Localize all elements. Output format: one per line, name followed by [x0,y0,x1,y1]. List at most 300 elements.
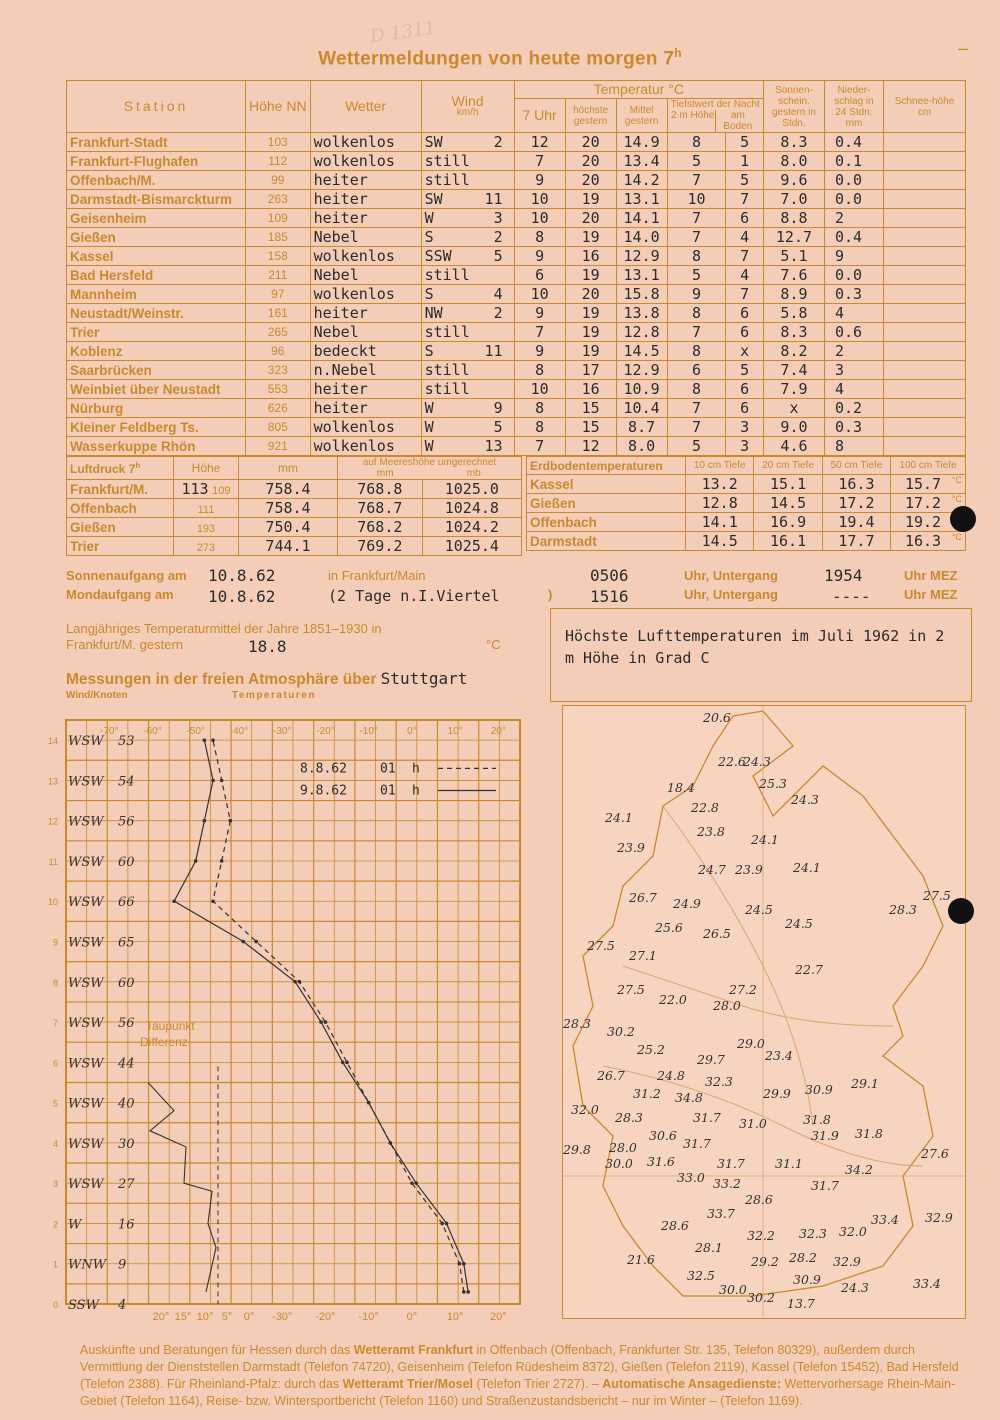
atmos-wind-label: Wind/Knoten [66,690,128,701]
erd-t50: 16.3 [822,475,890,494]
station-wetter: Nebel [310,323,421,342]
station-nieder: 2 [824,209,883,228]
punch-hole-top [950,506,976,532]
table-row [67,418,966,437]
station-sonne: x [763,399,824,418]
station-tboden: 4 [726,228,764,247]
luftdruck-sup: h [135,460,141,470]
station-name: Neustadt/Weinstr. [67,304,246,323]
erd-t10: 14.5 [686,532,754,551]
wind-dir-label: WNW [68,1257,107,1273]
station-sonne: 8.9 [763,285,824,304]
legend-h: h [412,783,420,799]
bottom-tick-label: 0° [406,1311,418,1323]
series-line [174,740,468,1292]
km-tick-label: 0 [52,1300,58,1310]
erd-name: Gießen [527,494,686,513]
station-hoehe: 96 [246,342,311,361]
map-temp-label: 27.1 [629,948,657,963]
station-hoch: 19 [565,228,616,247]
table-row [67,247,966,266]
mond-mez: Uhr MEZ [904,587,958,602]
wind-speed: 5 [493,247,503,265]
series-point [211,899,215,903]
map-temp-label: 29.9 [763,1086,791,1101]
sonnen-uhr-unter: Uhr, Untergang [684,568,778,583]
station-schnee [883,266,965,285]
temperature-map [562,705,966,1319]
station-nieder: 4 [824,304,883,323]
map-temp-label: 28.3 [615,1110,643,1125]
km-tick-label: 8 [52,977,58,988]
header-tiefstwert [667,99,763,133]
mond-paren: ) [548,587,553,602]
luft-name: Gießen [67,518,174,537]
sonnen-auf: 0506 [590,566,629,585]
station-mittel: 14.9 [616,133,667,152]
station-hoch: 17 [565,361,616,380]
station-sonne: 9.0 [763,418,824,437]
station-hoch: 16 [565,247,616,266]
station-sonne: 7.4 [763,361,824,380]
map-temp-label: 24.1 [605,810,633,825]
corner-dash: – [958,38,969,58]
station-hoehe: 211 [246,266,311,285]
station-tboden: 5 [726,361,764,380]
km-tick-label: 11 [48,856,58,867]
station-tboden: 6 [726,209,764,228]
station-t7: 7 [514,152,565,171]
wind-speed: 11 [484,190,503,208]
wind-dir: S [424,285,434,303]
wind-dir: S [424,228,434,246]
station-wind [421,228,514,247]
erd-t10: 12.8 [686,494,754,513]
station-mittel: 12.8 [616,323,667,342]
map-temp-label: 29.2 [751,1254,779,1269]
map-temp-label: 28.3 [563,1016,591,1031]
station-mittel: 12.9 [616,247,667,266]
map-temp-label: 23.4 [765,1048,793,1063]
map-temp-label: 30.6 [649,1128,677,1143]
erd-t20: 16.1 [754,532,822,551]
station-schnee [883,190,965,209]
table-row [67,480,522,499]
map-temp-label: 24.9 [673,896,701,911]
legend-time: 01 [380,783,396,799]
luft-hoehe-print: 193 [196,523,216,535]
luft-hoehe [174,480,239,499]
map-temp-label: 32.0 [571,1102,599,1117]
erd-t50: 17.2 [822,494,890,513]
table-row [67,228,966,247]
map-temp-label: 27.5 [617,982,645,997]
station-t7: 10 [514,209,565,228]
station-wind [421,361,514,380]
map-caption: Höchste Lufttemperaturen im Juli 1962 in 2 m Höhe in Grad C [565,627,945,667]
station-t2m: 8 [667,342,726,361]
station-mittel: 14.1 [616,209,667,228]
map-temp-label: 34.2 [845,1162,873,1177]
tief2m-label: 2 m Höhe [671,110,716,132]
station-tboden: 6 [726,323,764,342]
map-temp-label: 33.4 [871,1212,899,1227]
station-sonne: 8.3 [763,323,824,342]
station-wind [421,418,514,437]
wind-dir: still [424,171,470,189]
luft-mb: 1024.8 [422,499,521,518]
station-name: Bad Hersfeld [67,266,246,285]
station-wetter: wolkenlos [310,152,421,171]
station-nieder: 0.0 [824,171,883,190]
erdboden-t100-h: 100 cm Tiefe [891,457,966,475]
station-t2m: 9 [667,285,726,304]
station-wetter: Nebel [310,266,421,285]
station-t2m: 5 [667,437,726,456]
station-t2m: 5 [667,152,726,171]
station-nieder: 0.2 [824,399,883,418]
map-temp-label: 27.2 [729,982,757,997]
footer-text: Auskünfte und Beratungen für Hessen durch das Wetteramt Frankfurt in Offenbach (Offenbach, Frankfurter Str. 135, Telefon 80329), außerdem durch Vermittlung der Dienststellen Darmstadt (Telefon 74720), Geisenheim (Telefon Rüdesheim 8372), Gießen (Telefon 2119), Kassel (Telefon 15452), Bad Hersfeld (Telefon 2388). Für Rheinland-Pfalz: durch das Wetteramt Trier/Mosel (Telefon Trier 2727). – Automatische Ansagedienste: Wettervorhersage Rhein-Main-Gebiet (Telefon 1164), Reise- bzw. Wintersportbericht (Telefon 1160) und Straßenzustandsbericht – nur im Winter – (Telefon 1169). [80,1343,959,1408]
station-wetter: Nebel [310,228,421,247]
table-row [67,437,966,456]
station-hoch: 16 [565,380,616,399]
map-temp-label: 33.0 [677,1170,705,1185]
series-point [254,940,258,944]
series-point [462,1290,466,1294]
dew-tick-label: 5° [221,1311,233,1323]
km-tick-label: 9 [52,937,58,948]
langjaehrig-unit: °C [486,637,501,652]
header-station: Station [67,81,246,133]
station-sonne: 8.2 [763,342,824,361]
luft-mm: 758.4 [239,499,338,518]
station-hoehe: 103 [246,133,311,152]
series-point [462,1262,466,1266]
map-temp-label: 23.8 [697,824,725,839]
map-temp-label: 29.0 [737,1036,765,1051]
map-temp-label: 28.1 [695,1240,723,1255]
header-schnee: Schnee-höhe cm [883,81,965,133]
map-temp-label: 33.7 [707,1206,735,1221]
luft-meer-mm: 768.8 [338,480,423,499]
series-point [414,1181,418,1185]
meer-mb-label: mb [466,468,481,479]
station-t2m: 5 [667,266,726,285]
table-row [67,361,966,380]
station-mittel: 13.1 [616,266,667,285]
station-t7: 9 [514,304,565,323]
luft-name: Trier [67,537,174,556]
km-tick-label: 2 [52,1219,58,1230]
header-hoechste: höchste gestern [565,99,616,133]
erd-unit: °C [951,494,962,504]
station-hoehe: 97 [246,285,311,304]
sonnen-ort: in Frankfurt/Main [328,568,426,583]
station-hoehe: 99 [246,171,311,190]
station-tboden: 6 [726,380,764,399]
luft-hoehe [174,499,239,518]
station-wetter: wolkenlos [310,247,421,266]
wind-dir: SW [424,190,443,208]
map-temp-label: 26.5 [703,926,731,941]
station-t7: 10 [514,285,565,304]
luft-hoehe [174,537,239,556]
atmos-temp-label: Temperaturen [232,690,316,701]
footer-b3: Automatische Ansagedienste: [602,1377,781,1391]
wind-speed: 3 [493,209,503,227]
station-mittel: 15.8 [616,285,667,304]
station-wind [421,342,514,361]
taupunkt-label: Taupunkt [146,1019,195,1034]
station-nieder: 8 [824,437,883,456]
langjaehrig-line2: Frankfurt/M. gestern [66,637,184,652]
erd-t100: 16.3 °C [891,532,966,551]
map-temp-label: 22.6 [718,754,746,769]
wind-speed-label: 56 [118,814,135,830]
erd-t100: 17.2 °C [891,494,966,513]
station-t2m: 7 [667,228,726,247]
station-mittel: 14.5 [616,342,667,361]
station-nieder: 0.1 [824,152,883,171]
station-name: Frankfurt-Flughafen [67,152,246,171]
station-t2m: 7 [667,323,726,342]
wind-speed-label: 16 [118,1217,135,1233]
map-temp-label: 27.5 [587,938,615,953]
station-wind [421,190,514,209]
luft-hoehe [174,518,239,537]
station-nieder: 0.4 [824,228,883,247]
map-temp-label: 32.0 [839,1224,867,1239]
station-hoehe: 265 [246,323,311,342]
station-name: Trier [67,323,246,342]
map-temp-label: 30.9 [805,1082,833,1097]
luft-hoehe-print: 111 [197,504,215,516]
series-point [229,819,233,823]
wind-speed-label: 30 [118,1136,135,1152]
map-temp-label: 32.3 [705,1074,733,1089]
station-hoch: 20 [565,133,616,152]
erdboden-table [526,456,966,551]
sonnen-unter: 1954 [824,566,863,585]
station-nieder: 3 [824,361,883,380]
station-schnee [883,285,965,304]
mond-row [66,585,966,605]
station-hoehe: 553 [246,380,311,399]
wind-dir: SW [424,133,443,151]
station-name: Geisenheim [67,209,246,228]
station-mittel: 8.7 [616,418,667,437]
station-tboden: 7 [726,247,764,266]
station-t7: 9 [514,247,565,266]
station-nieder: 0.3 [824,418,883,437]
station-mittel: 10.4 [616,399,667,418]
series-point [211,738,215,742]
table-row [67,380,966,399]
series-point [367,1101,371,1105]
map-temp-label: 25.3 [759,776,787,791]
station-nieder: 9 [824,247,883,266]
km-tick-label: 14 [47,736,58,747]
luftdruck-table [66,456,522,556]
wind-dir-label: WSW [68,1177,104,1193]
mond-note: (2 Tage n.I.Viertel [328,587,500,605]
station-mittel: 13.8 [616,304,667,323]
erdboden-title: Erdbodentemperaturen [527,457,686,475]
luft-name: Frankfurt/M. [67,480,174,499]
station-sonne: 7.6 [763,266,824,285]
wind-speed: 2 [493,133,503,151]
station-name: Gießen [67,228,246,247]
series-point [345,1061,349,1065]
station-sonne: 12.7 [763,228,824,247]
station-hoehe: 109 [246,209,311,228]
station-t2m: 7 [667,418,726,437]
erd-t10: 13.2 [686,475,754,494]
wind-label: Wind [451,92,484,109]
station-hoch: 19 [565,323,616,342]
bottom-tick-label: -20° [315,1311,336,1323]
station-hoch: 15 [565,399,616,418]
mond-unter: ---- [832,587,871,606]
station-wind [421,285,514,304]
table-row [67,285,966,304]
mond-uhr-unter: Uhr, Untergang [684,587,778,602]
bottom-tick-label: -10° [358,1311,379,1323]
km-tick-label: 12 [47,816,58,827]
station-hoch: 20 [565,209,616,228]
station-hoehe: 112 [246,152,311,171]
station-wetter: heiter [310,209,421,228]
erdboden-t50-h: 50 cm Tiefe [822,457,890,475]
wind-speed-label: 44 [118,1056,135,1072]
station-tboden: 7 [726,285,764,304]
wind-dir-label: WSW [68,935,104,951]
luftdruck-mm-h: mm [239,457,338,480]
station-table [66,80,966,456]
top-tick-label: 10° [447,726,463,737]
station-t7: 8 [514,399,565,418]
station-name: Weinbiet über Neustadt [67,380,246,399]
station-hoch: 19 [565,190,616,209]
top-tick-label: 0° [407,726,417,737]
map-temp-label: 26.7 [629,890,657,905]
station-schnee [883,152,965,171]
station-t7: 12 [514,133,565,152]
station-hoehe: 185 [246,228,311,247]
station-tboden: 6 [726,399,764,418]
map-temp-label: 20.6 [703,710,731,725]
map-temp-label: 31.8 [803,1112,831,1127]
station-schnee [883,133,965,152]
luft-mm: 750.4 [239,518,338,537]
station-t2m: 8 [667,133,726,152]
top-tick-label: 20° [490,726,506,737]
series-point [298,980,302,984]
atmosphere-chart [40,712,530,1327]
sonnen-date: 10.8.62 [208,566,276,585]
map-temp-label: 32.2 [747,1228,775,1243]
map-temp-label: 28.0 [713,998,741,1013]
wind-dir-label: WSW [68,814,104,830]
station-t7: 10 [514,190,565,209]
langjaehrig-value: 18.8 [248,637,287,656]
wind-speed-label: 54 [118,774,135,790]
map-temp-label: 29.1 [851,1076,879,1091]
wind-dir: S [424,342,434,360]
station-sonne: 4.6 [763,437,824,456]
table-row [67,152,966,171]
map-temp-label: 24.7 [698,862,726,877]
station-sonne: 5.1 [763,247,824,266]
wind-dir-label: WSW [68,975,104,991]
station-hoch: 19 [565,342,616,361]
erdboden-t10-h: 10 cm Tiefe [686,457,754,475]
map-temp-label: 25.6 [655,920,683,935]
station-wind [421,266,514,285]
erd-unit: °C [951,475,962,485]
map-temp-label: 18.4 [667,780,695,795]
erd-t20: 14.5 [754,494,822,513]
header-7uhr: 7 Uhr [514,99,565,133]
km-tick-label: 1 [52,1259,58,1270]
station-nieder: 2 [824,342,883,361]
station-wind [421,152,514,171]
station-schnee [883,361,965,380]
table-row [67,399,966,418]
station-name: Kleiner Feldberg Ts. [67,418,246,437]
station-wetter: wolkenlos [310,285,421,304]
wind-dir: NW [424,304,443,322]
series-point [241,940,245,944]
title-sup: h [674,46,682,60]
station-tboden: 5 [726,171,764,190]
map-temp-label: 27.5 [923,888,951,903]
erd-t10: 14.1 [686,513,754,532]
station-nieder: 4 [824,380,883,399]
erd-t50: 17.7 [822,532,890,551]
page-title: Wettermeldungen von heute morgen 7$^h$ [318,46,682,70]
station-mittel: 12.9 [616,361,667,380]
km-tick-label: 4 [52,1138,58,1149]
station-t7: 7 [514,437,565,456]
dew-tick-label: 20° [152,1311,170,1323]
series-point [203,819,207,823]
map-temp-label: 32.5 [687,1268,715,1283]
erd-t50: 19.4 [822,513,890,532]
station-sonne: 7.9 [763,380,824,399]
table-row [67,171,966,190]
map-temp-label: 27.6 [921,1146,949,1161]
map-temp-label: 29.8 [563,1142,591,1157]
station-wind [421,437,514,456]
map-temp-label: 31.6 [647,1154,675,1169]
station-name: Mannheim [67,285,246,304]
erd-name: Darmstadt [527,532,686,551]
table-row [527,494,966,513]
station-t7: 7 [514,323,565,342]
map-temp-label: 31.7 [693,1110,721,1125]
legend-h: h [412,761,420,777]
wind-dir-label: WSW [68,734,104,750]
station-schnee [883,247,965,266]
map-temp-label: 24.1 [793,860,821,875]
sonnen-row [66,566,966,586]
station-schnee [883,209,965,228]
wind-speed-label: 9 [118,1257,127,1273]
station-tboden: 4 [726,266,764,285]
station-hoch: 19 [565,304,616,323]
